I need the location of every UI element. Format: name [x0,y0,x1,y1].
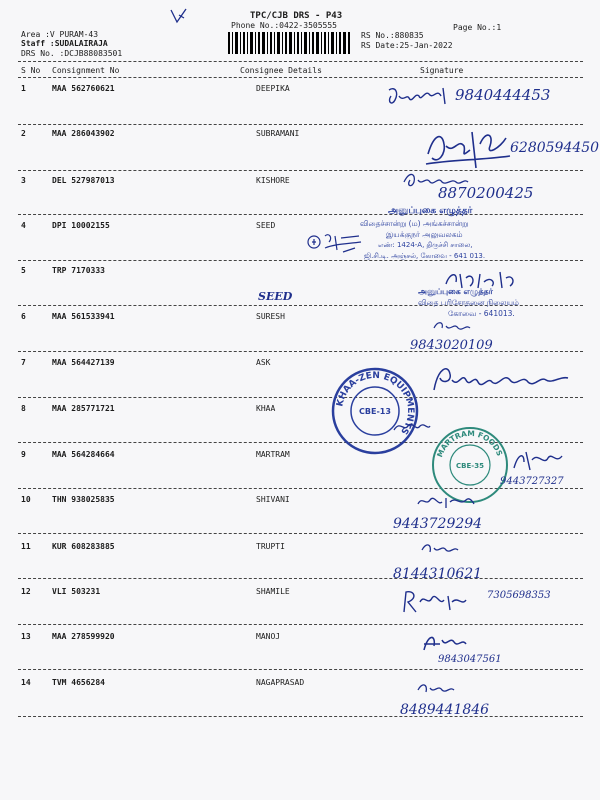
row-consignment: TRP 7170333 [52,266,105,275]
khaa-zen-seal [330,366,420,456]
rs-number: RS No.:880835 [361,31,424,40]
area-label: Area :V PURAM-43 [21,30,99,39]
martram-seal-name: MARTRAM FOODS [435,428,505,459]
handwritten-phone-10: 9443729294 [393,516,483,532]
handwritten-phone-1: 9840444453 [455,86,551,104]
barcode [228,32,350,54]
row-sno: 9 [21,450,26,459]
handwritten-phone-3: 8870200425 [438,184,534,202]
signature-row-10 [416,492,476,510]
svg-text:MARTRAM FOODS [435,429,504,459]
row-consignee: KHAA [256,404,276,413]
signature-row-2 [420,124,515,174]
page-number: Page No.:1 [453,23,502,32]
row-consignee: MANOJ [256,632,281,641]
stamp-row-4-line-2: விதைச்சான்று (ம) அங்கச்சான்று [360,219,469,228]
row-consignment: VLI 503231 [52,587,101,596]
handwritten-phone-9: 9443727327 [500,476,564,487]
column-divider [18,77,583,78]
handwritten-phone-13: 9843047561 [438,654,502,665]
pen-mark-icon [168,6,190,28]
row-sno: 8 [21,404,26,413]
stamp-row-4-line-5: ஜி.சி.டி. அஞ்சல், கோவை - 641 013. [364,252,486,260]
stamp-row-5-line-3: கோவை - 641013. [448,309,515,318]
row-divider [18,624,583,625]
row-divider [18,260,583,261]
row-sno: 3 [21,176,26,185]
row-divider [18,669,583,670]
phone-number: Phone No.:0422-3505555 [231,21,337,30]
row-consignee: MARTRAM [256,450,290,459]
row-consignee: ASK [256,358,271,367]
row-consignment: MAA 285771721 [52,404,115,413]
row-divider [18,716,583,717]
signature-row-14 [416,680,456,698]
handwritten-phone-6: 9843020109 [410,338,493,353]
row-sno: 10 [21,495,31,504]
row-consignment: MAA 564427139 [52,358,115,367]
row-consignment: MAA 561533941 [52,312,115,321]
row-consignee: SURESH [256,312,285,321]
row-consignment: TVM 4656284 [52,678,105,687]
signature-row-9 [510,448,565,474]
row-sno: 1 [21,84,26,93]
stamp-row-4-line-3: இயக்குநர் அலுவலகம் [386,230,463,239]
col-signature: Signature [420,66,464,75]
row-consignment: DPI 10002155 [52,221,110,230]
col-consignment: Consignment No [52,66,120,75]
stamp-row-4-line-4: எண்: 1424-A, திருச்சி சாலை, [378,241,473,249]
stamp-row-5-line-2: விதை பரிசோதனை நிலையம் [418,298,519,307]
signature-row-13 [420,630,470,656]
sheet-title: TPC/CJB DRS - P43 [250,11,343,21]
stamp-row-4-line-1: அனுப்புகை எழுத்தர் [388,206,473,216]
drs-number: DRS No. :DCJB88083501 [21,49,123,58]
date-scribble-row-4 [305,230,365,260]
row-consignee: KISHORE [256,176,290,185]
row-sno: 11 [21,542,31,551]
rs-date: RS Date:25-Jan-2022 [361,41,453,50]
row-sno: 7 [21,358,26,367]
signature-row-7 [428,358,578,398]
khaa-seal-code: CBE-13 [359,407,391,416]
row-sno: 13 [21,632,31,641]
row-sno: 4 [21,221,26,230]
handwritten-phone-11: 8144310621 [393,566,483,582]
signature-row-11 [420,540,460,558]
khaa-seal-name: KHAA-ZEN EQUIPMENTS [335,370,416,436]
row-consignee: TRUPTI [256,542,285,551]
signature-row-8 [392,418,432,436]
row-consignee: SHIVANI [256,495,290,504]
stamp-row-5-line-1: அனுப்புகை எழுத்தர் [418,287,493,296]
martram-seal-code: CBE-35 [456,462,484,470]
row-sno: 5 [21,266,26,275]
row-consignment: MAA 278599920 [52,632,115,641]
row-divider [18,533,583,534]
row-sno: 2 [21,129,26,138]
col-consignee: Consignee Details [240,66,322,75]
row-consignee: SUBRAMANI [256,129,300,138]
row-divider [18,578,583,579]
handwritten-seed-note: SEED [258,290,293,303]
row-sno: 6 [21,312,26,321]
header-divider [18,61,583,62]
handwritten-phone-2: 6280594450 [510,140,600,156]
row-consignee: DEEPIKA [256,84,290,93]
row-consignment: MAA 564284664 [52,450,115,459]
row-consignment: THN 938025835 [52,495,115,504]
col-sno: S No [21,66,41,75]
signature-row-12 [400,588,470,616]
handwritten-phone-14: 8489441846 [400,702,490,718]
row-consignee: SEED [256,221,276,230]
tamil-scribble-row-6 [432,318,472,334]
row-consignee: NAGAPRASAD [256,678,305,687]
staff-label: Staff :SUDALAIRAJA [21,39,108,48]
handwritten-phone-12: 7305698353 [487,590,551,601]
row-consignee: SHAMILE [256,587,290,596]
row-divider [18,351,583,352]
row-consignment: MAA 562760621 [52,84,115,93]
row-consignment: KUR 608283885 [52,542,115,551]
row-sno: 14 [21,678,31,687]
row-consignment: DEL 527987013 [52,176,115,185]
row-consignment: MAA 286043902 [52,129,115,138]
row-sno: 12 [21,587,31,596]
signature-row-1 [385,82,455,112]
row-divider [18,214,583,215]
